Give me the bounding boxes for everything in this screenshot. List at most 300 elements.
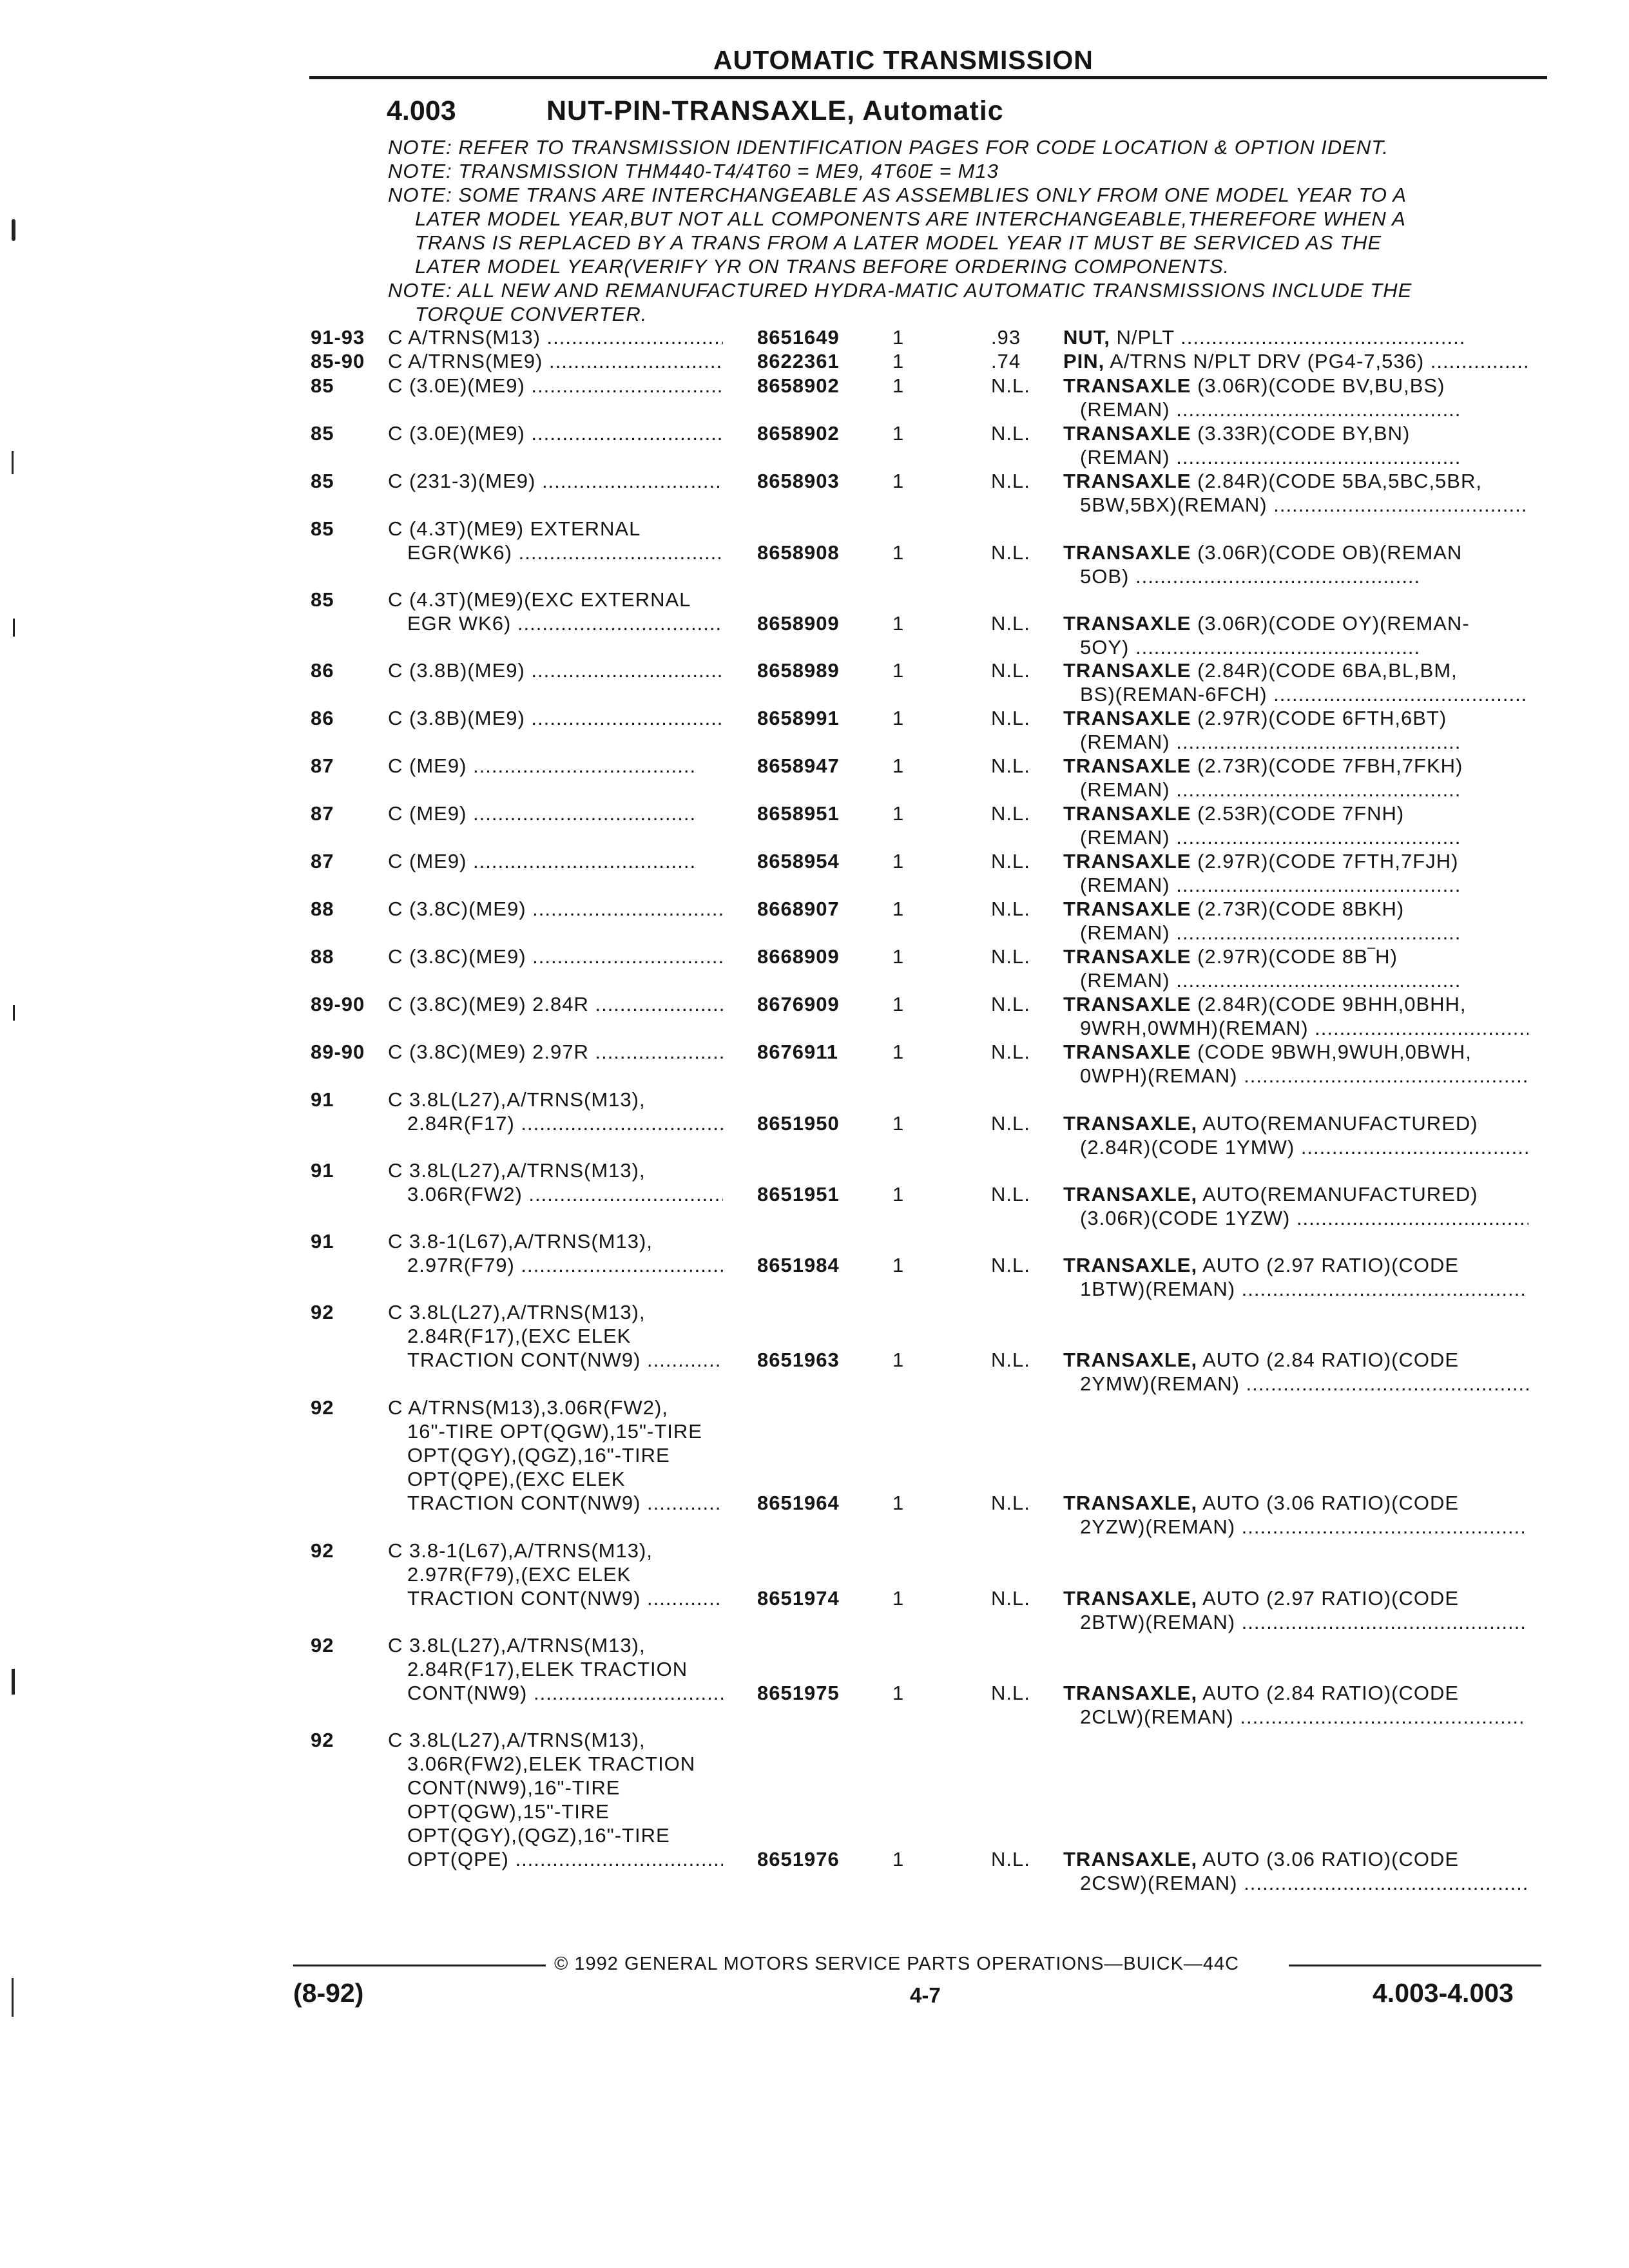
description-line: OPT(QPE),(EXC ELEK [407, 1468, 626, 1490]
description-line: C (4.3T)(ME9) EXTERNAL [388, 517, 641, 540]
price: N.L. [991, 850, 1030, 872]
part-name [1063, 1040, 1528, 1088]
part-name-rest: (2.84R)(CODE 5BA,5BC,5BR, [1191, 470, 1482, 492]
description-line: CONT(NW9) ..... [388, 1681, 723, 1705]
part-name-line: (REMAN) ..... [1063, 921, 1528, 945]
row-description [388, 1633, 723, 1705]
part-name-line: (3.06R)(CODE 1YZW) ..... [1063, 1206, 1528, 1230]
row-description [388, 1539, 723, 1610]
row-year: 91 [311, 1159, 334, 1182]
row-description [388, 754, 723, 778]
part-name-keyword: TRANSAXLE [1063, 470, 1191, 492]
price: N.L. [991, 754, 1030, 777]
part-name-rest: (3.06R)(CODE OB)(REMAN [1191, 541, 1463, 564]
part-name [1063, 469, 1528, 517]
row-year: 85 [311, 517, 334, 540]
part-name [1063, 706, 1528, 754]
row-description [388, 1396, 723, 1515]
quantity: 1 [892, 802, 905, 825]
part-number: 8651649 [757, 326, 840, 349]
price: N.L. [991, 422, 1030, 445]
margin-mark [12, 451, 14, 474]
part-name-keyword: TRANSAXLE [1063, 612, 1191, 635]
description-line: C (ME9) ..... [388, 849, 723, 873]
part-name-keyword: NUT, [1063, 326, 1110, 349]
part-name-line [1063, 1111, 1528, 1135]
note-line: NOTE: ALL NEW AND REMANUFACTURED HYDRA-MATIC AUTOMATIC TRANSMISSIONS INCLUDE THE [388, 279, 1412, 302]
footer-rule-right [1289, 1965, 1541, 1966]
margin-mark [13, 619, 15, 637]
part-name [1063, 754, 1528, 802]
row-description [388, 1088, 723, 1135]
price: N.L. [991, 1492, 1030, 1514]
part-name-line: (2.84R)(CODE 1YMW) ..... [1063, 1135, 1528, 1159]
part-name [1063, 945, 1528, 992]
part-name-rest: AUTO (2.84 RATIO)(CODE [1197, 1349, 1460, 1371]
part-name-keyword: TRANSAXLE [1063, 754, 1191, 777]
description-line: OPT(QGW),15"-TIRE [407, 1800, 610, 1823]
description-line: 16"-TIRE OPT(QGW),15"-TIRE [407, 1420, 702, 1443]
part-name-line [1063, 374, 1528, 398]
part-name-line [1063, 1847, 1528, 1871]
row-year: 92 [311, 1729, 334, 1751]
description-line: C 3.8-1(L67),A/TRNS(M13), [388, 1230, 653, 1253]
part-name-line: 0WPH)(REMAN) ..... [1063, 1064, 1528, 1088]
row-description [388, 325, 723, 349]
row-year: 85 [311, 470, 334, 492]
part-name [1063, 1111, 1528, 1159]
description-line: C A/TRNS(M13),3.06R(FW2), [388, 1396, 668, 1419]
note-line: TRANS IS REPLACED BY A TRANS FROM A LATER MODEL YEAR IT MUST BE SERVICED AS THE [415, 231, 1382, 254]
header-rule [309, 76, 1547, 79]
price: N.L. [991, 541, 1030, 564]
notes-block [388, 135, 1548, 326]
row-description [388, 1158, 723, 1206]
part-name [1063, 541, 1528, 588]
description-line: C (3.8B)(ME9) ..... [388, 706, 723, 730]
part-name-keyword: TRANSAXLE, [1063, 1492, 1198, 1514]
part-name-keyword: PIN, [1063, 350, 1105, 372]
part-name [1063, 421, 1528, 469]
part-name-keyword: TRANSAXLE, [1063, 1254, 1198, 1276]
description-line: OPT(QGY),(QGZ),16"-TIRE [407, 1824, 670, 1847]
row-year: 87 [311, 754, 334, 777]
price: N.L. [991, 659, 1030, 682]
quantity: 1 [892, 1183, 905, 1206]
margin-mark [12, 1669, 15, 1695]
part-name-rest: (2.97R)(CODE 8B‾H) [1191, 945, 1398, 968]
description-line: C (3.8C)(ME9) ..... [388, 945, 723, 968]
part-name-line [1063, 849, 1528, 873]
price: N.L. [991, 802, 1030, 825]
price: .74 [991, 350, 1021, 372]
table-row [0, 1396, 1629, 1538]
part-name [1063, 1348, 1528, 1396]
part-name-rest: (3.06R)(CODE BV,BU,BS) [1191, 374, 1445, 397]
part-name-keyword: TRANSAXLE, [1063, 1183, 1198, 1206]
page-header-title: AUTOMATIC TRANSMISSION [713, 45, 1094, 75]
part-name-rest: N/PLT [1110, 326, 1175, 349]
part-name-line: 9WRH,0WMH)(REMAN) ..... [1063, 1016, 1528, 1040]
description-line: 2.84R(F17),ELEK TRACTION [407, 1658, 688, 1680]
price: N.L. [991, 1682, 1030, 1704]
part-name-keyword: TRANSAXLE [1063, 898, 1191, 920]
part-name-line [1063, 1491, 1528, 1515]
footer-date: (8-92) [293, 1978, 364, 2008]
part-name-keyword: TRANSAXLE [1063, 1041, 1191, 1063]
table-row [0, 1633, 1629, 1730]
quantity: 1 [892, 350, 905, 372]
part-name [1063, 897, 1528, 945]
part-name-keyword: TRANSAXLE [1063, 850, 1191, 872]
part-number: 8668909 [757, 945, 840, 968]
part-name-keyword: TRANSAXLE, [1063, 1682, 1198, 1704]
row-year: 87 [311, 802, 334, 825]
part-number: 8651976 [757, 1848, 840, 1870]
part-number: 8658947 [757, 754, 840, 777]
part-name-line [1063, 658, 1528, 682]
part-name-keyword: TRANSAXLE [1063, 659, 1191, 682]
quantity: 1 [892, 659, 905, 682]
description-line: OPT(QPE) ..... [388, 1847, 723, 1871]
part-name-keyword: TRANSAXLE [1063, 422, 1191, 445]
quantity: 1 [892, 993, 905, 1015]
description-line: C (ME9) ..... [388, 754, 723, 778]
note-line: LATER MODEL YEAR(VERIFY YR ON TRANS BEFORE ORDERING COMPONENTS. [415, 255, 1230, 278]
part-number: 8651963 [757, 1349, 840, 1371]
quantity: 1 [892, 422, 905, 445]
part-name [1063, 658, 1528, 706]
part-name-rest: (2.97R)(CODE 7FTH,7FJH) [1191, 850, 1459, 872]
quantity: 1 [892, 945, 905, 968]
part-name-line: 1BTW)(REMAN) ..... [1063, 1277, 1528, 1301]
part-name-line [1063, 706, 1528, 730]
row-year: 85 [311, 588, 334, 611]
part-name-line [1063, 469, 1528, 493]
note-line: NOTE: SOME TRANS ARE INTERCHANGEABLE AS ASSEMBLIES ONLY FROM ONE MODEL YEAR TO A [388, 184, 1407, 206]
description-line: C 3.8L(L27),A/TRNS(M13), [388, 1159, 646, 1182]
row-year: 92 [311, 1634, 334, 1657]
row-year: 87 [311, 850, 334, 872]
footer-section-range: 4.003-4.003 [1373, 1978, 1514, 2008]
description-line: C (3.8C)(ME9) 2.97R ..... [388, 1040, 723, 1064]
part-name [1063, 849, 1528, 897]
row-year: 91 [311, 1230, 334, 1253]
part-name-line [1063, 421, 1528, 445]
description-line: C (ME9) ..... [388, 802, 723, 825]
price: N.L. [991, 612, 1030, 635]
part-name [1063, 374, 1528, 421]
price: N.L. [991, 1349, 1030, 1371]
description-line: C A/TRNS(ME9) ..... [388, 349, 723, 373]
row-description [388, 897, 723, 921]
part-number: 8658902 [757, 374, 840, 397]
part-name-rest: AUTO (3.06 RATIO)(CODE [1197, 1492, 1460, 1514]
description-line: TRACTION CONT(NW9) ..... [388, 1586, 723, 1610]
part-number: 8668907 [757, 898, 840, 920]
row-description [388, 517, 723, 564]
part-name-line [1063, 325, 1528, 349]
quantity: 1 [892, 1041, 905, 1063]
part-name-line: (REMAN) ..... [1063, 873, 1528, 897]
description-line: C 3.8L(L27),A/TRNS(M13), [388, 1301, 646, 1323]
note-line: NOTE: REFER TO TRANSMISSION IDENTIFICATION PAGES FOR CODE LOCATION & OPTION IDENT. [388, 136, 1389, 159]
part-number: 8676909 [757, 993, 840, 1015]
part-name-line [1063, 945, 1528, 968]
row-description [388, 1728, 723, 1871]
part-name [1063, 992, 1528, 1040]
description-line: C (3.0E)(ME9) ..... [388, 421, 723, 445]
part-name-rest: (3.06R)(CODE OY)(REMAN- [1191, 612, 1470, 635]
part-name-line: 5OB) ..... [1063, 564, 1528, 588]
part-name [1063, 1182, 1528, 1230]
quantity: 1 [892, 1112, 905, 1135]
part-name-keyword: TRANSAXLE, [1063, 1349, 1198, 1371]
row-description [388, 945, 723, 968]
row-description [388, 469, 723, 493]
quantity: 1 [892, 1848, 905, 1870]
part-name-line [1063, 1586, 1528, 1610]
part-name-rest: (2.73R)(CODE 7FBH,7FKH) [1191, 754, 1463, 777]
part-number: 8658989 [757, 659, 840, 682]
part-name-keyword: TRANSAXLE [1063, 374, 1191, 397]
part-name-line [1063, 802, 1528, 825]
row-description [388, 706, 723, 730]
part-name [1063, 802, 1528, 849]
part-name-line [1063, 1348, 1528, 1372]
part-number: 8658909 [757, 612, 840, 635]
quantity: 1 [892, 1492, 905, 1514]
description-line: C A/TRNS(M13) ..... [388, 325, 723, 349]
price: N.L. [991, 1183, 1030, 1206]
note-line: NOTE: TRANSMISSION THM440-T4/4T60 = ME9, 4T60E = M13 [388, 160, 999, 182]
section-number: 4.003 [387, 95, 456, 126]
part-name-rest: AUTO(REMANUFACTURED) [1197, 1112, 1478, 1135]
part-number: 8651964 [757, 1492, 840, 1514]
quantity: 1 [892, 1682, 905, 1704]
description-line: C 3.8L(L27),A/TRNS(M13), [388, 1729, 646, 1751]
row-year: 88 [311, 898, 334, 920]
quantity: 1 [892, 754, 905, 777]
part-name [1063, 1491, 1528, 1539]
part-name [1063, 325, 1528, 349]
row-year: 92 [311, 1539, 334, 1562]
row-description [388, 992, 723, 1016]
row-description [388, 802, 723, 825]
price: N.L. [991, 1112, 1030, 1135]
quantity: 1 [892, 1587, 905, 1610]
margin-mark [12, 1978, 14, 2017]
part-name-line [1063, 349, 1528, 373]
quantity: 1 [892, 326, 905, 349]
part-name [1063, 1586, 1528, 1634]
price: N.L. [991, 470, 1030, 492]
part-name-keyword: TRANSAXLE [1063, 707, 1191, 729]
part-name-rest: AUTO(REMANUFACTURED) [1197, 1183, 1478, 1206]
part-number: 8622361 [757, 350, 840, 372]
part-name-rest: AUTO (2.97 RATIO)(CODE [1197, 1254, 1460, 1276]
row-year: 92 [311, 1396, 334, 1419]
part-name-line [1063, 754, 1528, 778]
part-name-rest: (2.84R)(CODE 9BHH,0BHH, [1191, 993, 1467, 1015]
description-line: 3.06R(FW2),ELEK TRACTION [407, 1753, 696, 1775]
description-line: C (231-3)(ME9) ..... [388, 469, 723, 493]
part-name-keyword: TRANSAXLE, [1063, 1848, 1198, 1870]
part-name-line: (REMAN) ..... [1063, 730, 1528, 754]
description-line: 2.84R(F17),(EXC ELEK [407, 1325, 631, 1347]
description-line: C (3.8C)(ME9) ..... [388, 897, 723, 921]
part-number: 8651975 [757, 1682, 840, 1704]
part-name-line: (REMAN) ..... [1063, 778, 1528, 802]
row-description [388, 658, 723, 682]
part-number: 8658954 [757, 850, 840, 872]
part-number: 8651951 [757, 1183, 840, 1206]
part-name-line: 2CSW)(REMAN) ..... [1063, 1871, 1528, 1895]
part-name-rest: (2.97R)(CODE 6FTH,6BT) [1191, 707, 1447, 729]
footer-page-number: 4-7 [910, 1983, 941, 2007]
part-name-rest: AUTO (2.84 RATIO)(CODE [1197, 1682, 1460, 1704]
part-name-line [1063, 992, 1528, 1016]
price: .93 [991, 326, 1021, 349]
part-name-line [1063, 541, 1528, 564]
part-name-line: 2YZW)(REMAN) ..... [1063, 1515, 1528, 1539]
margin-mark [13, 1005, 15, 1021]
row-year: 92 [311, 1301, 334, 1323]
quantity: 1 [892, 374, 905, 397]
quantity: 1 [892, 707, 905, 729]
part-name-rest: (CODE 9BWH,9WUH,0BWH, [1191, 1041, 1472, 1063]
price: N.L. [991, 945, 1030, 968]
part-name-line: 2YMW)(REMAN) ..... [1063, 1372, 1528, 1396]
part-number: 8658951 [757, 802, 840, 825]
row-year: 85-90 [311, 350, 365, 372]
part-number: 8676911 [757, 1041, 838, 1063]
row-year: 88 [311, 945, 334, 968]
description-line: C 3.8L(L27),A/TRNS(M13), [388, 1634, 646, 1657]
row-year: 89-90 [311, 1041, 365, 1063]
part-name-rest: (2.53R)(CODE 7FNH) [1191, 802, 1405, 825]
part-name-keyword: TRANSAXLE [1063, 993, 1191, 1015]
row-description [388, 1040, 723, 1064]
table-row [0, 1539, 1629, 1635]
row-description [388, 849, 723, 873]
table-row [0, 1728, 1629, 1894]
part-name-line: BS)(REMAN-6FCH) ..... [1063, 682, 1528, 706]
row-description [388, 374, 723, 398]
description-line: C 3.8L(L27),A/TRNS(M13), [388, 1088, 646, 1111]
part-name-rest: (2.84R)(CODE 6BA,BL,BM, [1191, 659, 1458, 682]
part-number: 8651974 [757, 1587, 840, 1610]
part-name-line [1063, 897, 1528, 921]
part-name-line: 2BTW)(REMAN) ..... [1063, 1610, 1528, 1634]
part-number: 8658991 [757, 707, 840, 729]
part-name-rest: (2.73R)(CODE 8BKH) [1191, 898, 1405, 920]
quantity: 1 [892, 850, 905, 872]
row-description [388, 349, 723, 373]
part-name-line: 5BW,5BX)(REMAN) ..... [1063, 493, 1528, 517]
section-title: NUT-PIN-TRANSAXLE, Automatic [546, 95, 1004, 126]
price: N.L. [991, 1848, 1030, 1870]
part-name-rest: A/TRNS N/PLT DRV (PG4-7,536) [1104, 350, 1425, 372]
quantity: 1 [892, 1349, 905, 1371]
part-name [1063, 1681, 1528, 1729]
row-year: 86 [311, 707, 334, 729]
part-name-line [1063, 1182, 1528, 1206]
part-name-line: (REMAN) ..... [1063, 445, 1528, 469]
part-name-keyword: TRANSAXLE, [1063, 1587, 1198, 1610]
margin-mark [12, 219, 15, 241]
row-description [388, 421, 723, 445]
quantity: 1 [892, 541, 905, 564]
part-name-line: (REMAN) ..... [1063, 398, 1528, 421]
description-line: 2.97R(F79) ..... [388, 1253, 723, 1277]
row-year: 86 [311, 659, 334, 682]
description-line: 3.06R(FW2) ..... [388, 1182, 723, 1206]
part-name-keyword: TRANSAXLE [1063, 541, 1191, 564]
description-line: 2.97R(F79),(EXC ELEK [407, 1563, 631, 1586]
part-name [1063, 1847, 1528, 1895]
price: N.L. [991, 374, 1030, 397]
part-number: 8658903 [757, 470, 840, 492]
note-line: TORQUE CONVERTER. [415, 303, 648, 325]
row-year: 85 [311, 422, 334, 445]
part-name [1063, 611, 1528, 659]
part-name-keyword: TRANSAXLE [1063, 945, 1191, 968]
part-name-line [1063, 1040, 1528, 1064]
description-line: C 3.8-1(L67),A/TRNS(M13), [388, 1539, 653, 1562]
description-line: CONT(NW9),16"-TIRE [407, 1776, 621, 1799]
part-name-line: 2CLW)(REMAN) ..... [1063, 1705, 1528, 1729]
quantity: 1 [892, 470, 905, 492]
part-number: 8651950 [757, 1112, 840, 1135]
description-line: 2.84R(F17) ..... [388, 1111, 723, 1135]
part-name-line: (REMAN) ..... [1063, 968, 1528, 992]
row-description [388, 1229, 723, 1277]
part-name-line [1063, 611, 1528, 635]
footer-copyright: © 1992 GENERAL MOTORS SERVICE PARTS OPERATIONS—BUICK—44C [554, 1954, 1240, 1974]
part-name-line: (REMAN) ..... [1063, 825, 1528, 849]
description-line: TRACTION CONT(NW9) ..... [388, 1491, 723, 1515]
part-name-rest: AUTO (3.06 RATIO)(CODE [1197, 1848, 1460, 1870]
note-line: LATER MODEL YEAR,BUT NOT ALL COMPONENTS ARE INTERCHANGEABLE,THEREFORE WHEN A [415, 207, 1406, 230]
part-name-line [1063, 1253, 1528, 1277]
part-number: 8651984 [757, 1254, 840, 1276]
row-year: 91 [311, 1088, 334, 1111]
part-number: 8658902 [757, 422, 840, 445]
description-line: C (4.3T)(ME9)(EXC EXTERNAL [388, 588, 691, 611]
description-line: EGR(WK6) ..... [388, 541, 723, 564]
row-year: 91-93 [311, 326, 365, 349]
price: N.L. [991, 1587, 1030, 1610]
price: N.L. [991, 993, 1030, 1015]
description-line: C (3.8B)(ME9) ..... [388, 658, 723, 682]
row-year: 85 [311, 374, 334, 397]
row-description [388, 1300, 723, 1372]
footer-rule-left [293, 1965, 546, 1966]
part-name-line [1063, 1681, 1528, 1705]
part-name-keyword: TRANSAXLE, [1063, 1112, 1198, 1135]
quantity: 1 [892, 612, 905, 635]
description-line: OPT(QGY),(QGZ),16"-TIRE [407, 1444, 670, 1466]
part-name [1063, 349, 1528, 373]
description-line: TRACTION CONT(NW9) ..... [388, 1348, 723, 1372]
table-row [0, 1300, 1629, 1397]
quantity: 1 [892, 898, 905, 920]
part-name-keyword: TRANSAXLE [1063, 802, 1191, 825]
part-number: 8658908 [757, 541, 840, 564]
description-line: C (3.8C)(ME9) 2.84R ..... [388, 992, 723, 1016]
part-name-line: 5OY) ..... [1063, 635, 1528, 659]
